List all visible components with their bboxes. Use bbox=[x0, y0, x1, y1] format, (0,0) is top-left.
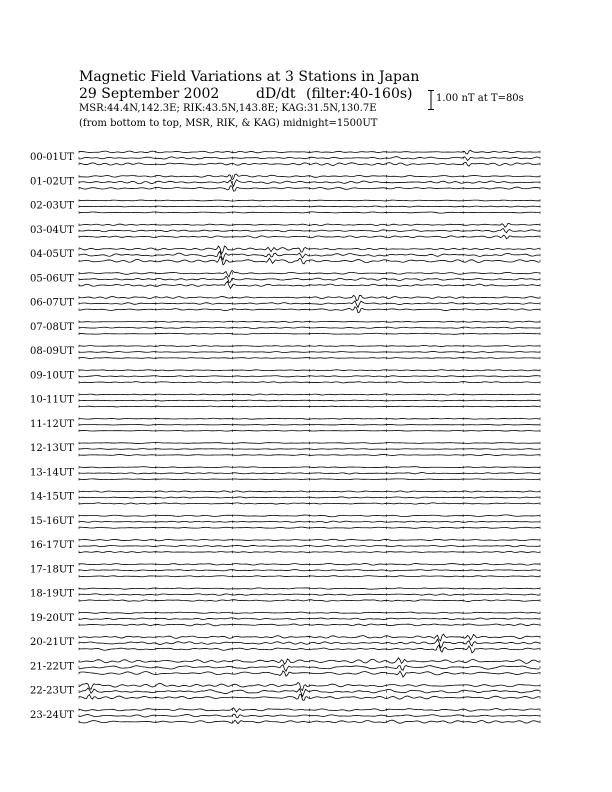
order-note: (from bottom to top, MSR, RIK, & KAG) midnight=1500UT bbox=[79, 118, 378, 129]
row-label: 14-15UT bbox=[30, 491, 74, 503]
row-label: 12-13UT bbox=[30, 443, 74, 454]
filter-label: (filter:40-160s) bbox=[306, 86, 413, 102]
row-label: 09-10UT bbox=[30, 370, 74, 382]
row-label: 03-04UT bbox=[30, 224, 74, 236]
row-label: 10-11UT bbox=[30, 394, 74, 406]
scale-label: 1.00 nT at T=80s bbox=[436, 93, 524, 104]
row-label: 00-01UT bbox=[30, 152, 74, 163]
row-label: 17-18UT bbox=[30, 564, 74, 576]
row-label: 13-14UT bbox=[30, 467, 74, 479]
row-label: 11-12UT bbox=[30, 418, 74, 430]
row-label: 19-20UT bbox=[30, 612, 74, 624]
row-label: 23-24UT bbox=[30, 709, 74, 721]
row-label: 22-23UT bbox=[30, 685, 74, 697]
row-label: 02-03UT bbox=[30, 200, 74, 212]
row-label: 04-05UT bbox=[30, 249, 74, 260]
row-label: 07-08UT bbox=[30, 321, 74, 333]
component-label: dD/dt bbox=[256, 86, 296, 102]
row-label: 01-02UT bbox=[30, 176, 74, 188]
row-label: 08-09UT bbox=[30, 346, 74, 357]
row-label: 06-07UT bbox=[30, 297, 74, 309]
row-label: 20-21UT bbox=[30, 637, 74, 648]
row-label: 16-17UT bbox=[30, 540, 74, 551]
row-label: 05-06UT bbox=[30, 273, 74, 285]
row-label: 21-22UT bbox=[30, 661, 74, 673]
date-label: 29 September 2002 bbox=[79, 86, 220, 102]
chart-title: Magnetic Field Variations at 3 Stations in Japan bbox=[79, 69, 420, 85]
stations-label: MSR:44.4N,142.3E; RIK:43.5N,143.8E; KAG:31.5N,130.7E bbox=[79, 103, 377, 114]
row-label: 15-16UT bbox=[30, 515, 74, 527]
row-label: 18-19UT bbox=[30, 588, 74, 600]
